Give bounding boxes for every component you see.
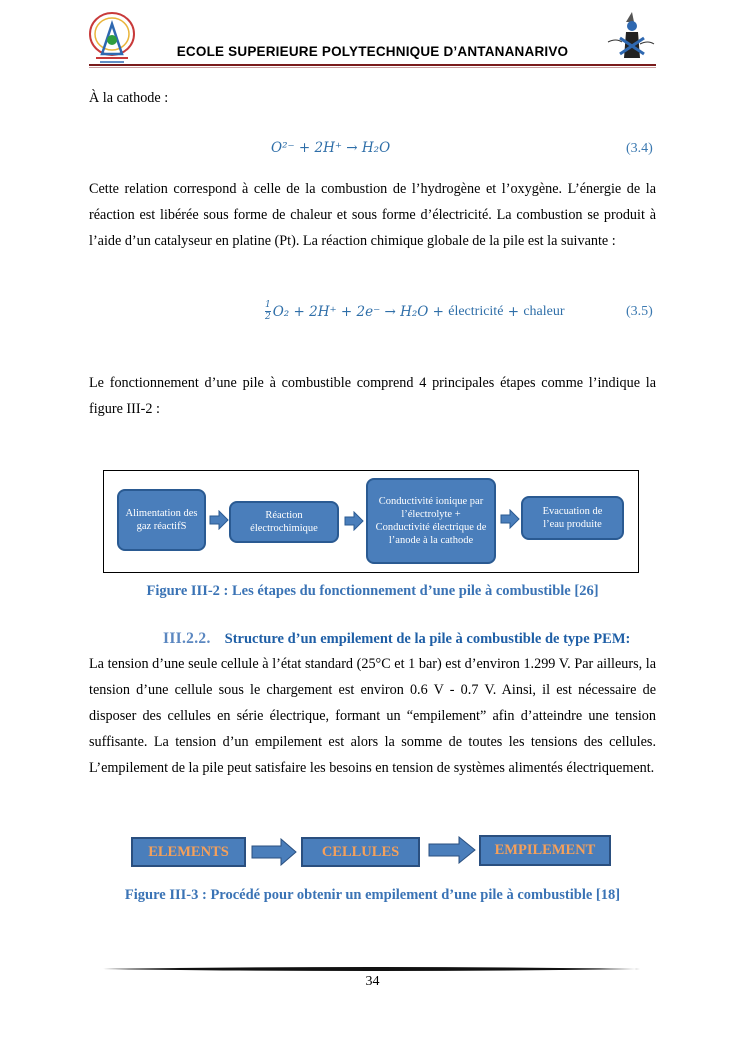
arrow-right-icon <box>344 511 364 531</box>
equation-number-3-4: (3.4) <box>626 141 653 156</box>
step-elements: ELEMENTS <box>131 837 246 867</box>
step-empilement: EMPILEMENT <box>479 835 611 866</box>
arrow-right-icon <box>209 510 229 530</box>
paragraph-tension: La tension d’une seule cellule à l’état standard (25°C et 1 bar) est d’environ 1.299 V. Par ailleurs, la tension d’une cellule sous le chargement est environ 0.6 V - 0.7 V. Ainsi, il est nécessaire de disposer des cellules en série électrique, formant un “empilement” afin d’atteindre une tension suffisante. La tension d’un empilement est alors la somme de toutes les tensions des cellules. L’empilement de la pile peut satisfaire les besoins en tension de systèmes alimentés électriquement. <box>89 656 656 776</box>
figure-3-3-caption: Figure III-3 : Procédé pour obtenir un empilement d’une pile à combustible [18] <box>124 887 621 903</box>
step-conductivite: Conductivité ionique par l’électrolyte + Conductivité électrique de l’anode à la cathode <box>366 478 496 564</box>
paragraph-combustion: Cette relation correspond à celle de la combustion de l’hydrogène et l’oxygène. L’énergie de la réaction est libérée sous forme de chaleur et sous forme d’électricité. La combustion se produit à l’aide d’un catalyseur en platine (Pt). La réaction chimique globale de la pile est la suivante : <box>89 181 656 249</box>
figure-3-2 <box>103 470 639 573</box>
arrow-right-icon <box>251 838 297 866</box>
step-alimentation: Alimentation des gaz réactifS <box>117 489 206 551</box>
step-cellules: CELLULES <box>301 837 420 867</box>
header-rule <box>89 64 656 66</box>
fraction-numerator: 1 <box>265 300 271 310</box>
header-rule-thin <box>89 67 656 68</box>
cathode-label: À la cathode : <box>89 90 169 106</box>
step-evacuation: Evacuation de l’eau produite <box>521 496 624 540</box>
section-title: Structure d’un empilement de la pile à combustible de type PEM: <box>224 631 631 647</box>
paragraph-etapes: Le fonctionnement d’une pile à combustible comprend 4 principales étapes comme l’indique la figure III-2 : <box>89 375 656 417</box>
equation-3-5-terms: O₂ + 2H⁺ + 2e⁻ → H₂O + <box>272 303 449 320</box>
footer-rule <box>103 965 640 973</box>
equation-3-5 <box>265 300 565 323</box>
arrow-right-icon <box>428 836 476 864</box>
equation-3-5-chaleur: chaleur <box>523 303 565 319</box>
equation-3-5-electricite: électricité <box>448 303 504 319</box>
arrow-right-icon <box>500 509 520 529</box>
fraction <box>265 300 271 323</box>
section-number: III.2.2. <box>163 630 211 647</box>
page-number: 34 <box>365 974 380 989</box>
step-reaction: Réaction électrochimique <box>229 501 339 543</box>
header-title: ECOLE SUPERIEURE POLYTECHNIQUE D’ANTANANARIVO <box>176 44 569 59</box>
fraction-denominator: 2 <box>265 312 271 322</box>
figure-3-2-caption: Figure III-2 : Les étapes du fonctionnement d’une pile à combustible [26] <box>146 583 599 599</box>
equation-3-4: O²⁻ + 2H⁺ → H₂O <box>271 140 391 156</box>
equation-number-3-5: (3.5) <box>626 304 653 319</box>
section-heading <box>163 630 630 648</box>
equation-3-5-plus: + <box>503 303 524 320</box>
